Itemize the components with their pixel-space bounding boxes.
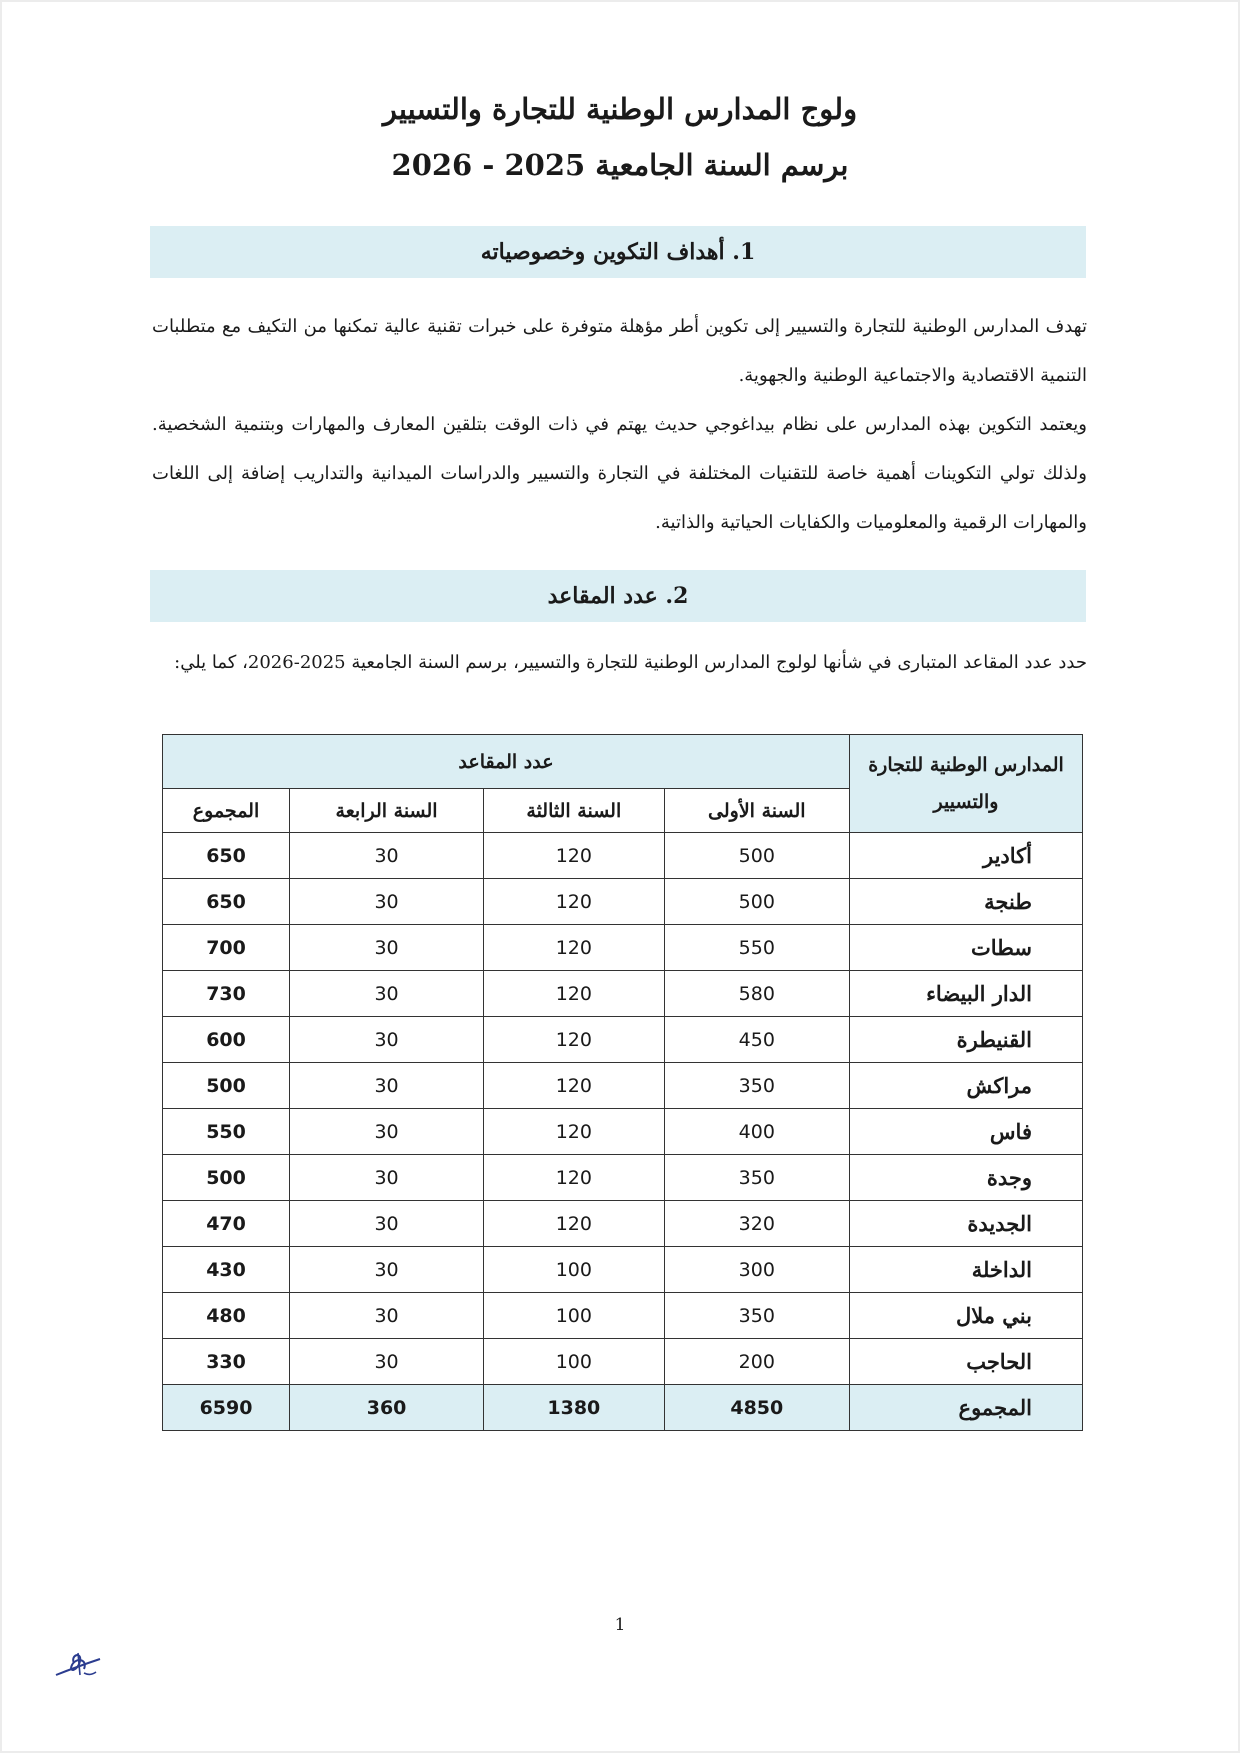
year-3-seats: 120 [484, 971, 665, 1017]
school-name: الحاجب [850, 1339, 1083, 1385]
school-name: سطات [850, 925, 1083, 971]
column-header-year-3: السنة الثالثة [484, 789, 665, 833]
table-row [163, 1247, 1083, 1293]
table-row [163, 1017, 1083, 1063]
year-3-seats: 100 [484, 1293, 665, 1339]
sum-year-1: 4850 [664, 1385, 849, 1431]
section-1-heading: 1. أهداف التكوين وخصوصياته [150, 226, 1086, 278]
year-1-seats: 350 [664, 1293, 849, 1339]
row-total: 430 [163, 1247, 290, 1293]
year-4-seats: 30 [290, 1293, 484, 1339]
column-header-year-1: السنة الأولى [664, 789, 849, 833]
sum-label: المجموع [850, 1385, 1083, 1431]
document-title-line-1: ولوج المدارس الوطنية للتجارة والتسيير [382, 92, 858, 126]
section-2-heading: 2. عدد المقاعد [150, 570, 1086, 622]
page-number: 1 [614, 1615, 626, 1635]
school-name: مراكش [850, 1063, 1083, 1109]
table-row [163, 1339, 1083, 1385]
school-name: فاس [850, 1109, 1083, 1155]
row-total: 480 [163, 1293, 290, 1339]
column-header-total: المجموع [163, 789, 290, 833]
table-row [163, 925, 1083, 971]
year-3-seats: 100 [484, 1339, 665, 1385]
year-3-seats: 120 [484, 879, 665, 925]
school-column-header: المدارس الوطنية للتجارة والتسيير [850, 735, 1083, 833]
row-total: 600 [163, 1017, 290, 1063]
school-name: أكادير [850, 833, 1083, 879]
year-4-seats: 30 [290, 879, 484, 925]
year-1-seats: 300 [664, 1247, 849, 1293]
year-4-seats: 30 [290, 1155, 484, 1201]
school-name: طنجة [850, 879, 1083, 925]
year-1-seats: 350 [664, 1063, 849, 1109]
row-total: 650 [163, 833, 290, 879]
table-row [163, 879, 1083, 925]
handwritten-initials-mark [54, 1645, 104, 1685]
school-name: الداخلة [850, 1247, 1083, 1293]
school-name: الدار البيضاء [850, 971, 1083, 1017]
sum-year-4: 360 [290, 1385, 484, 1431]
title-block-2 [150, 148, 1090, 183]
year-3-seats: 120 [484, 1155, 665, 1201]
year-1-seats: 450 [664, 1017, 849, 1063]
school-name: وجدة [850, 1155, 1083, 1201]
year-4-seats: 30 [290, 833, 484, 879]
year-1-seats: 320 [664, 1201, 849, 1247]
row-total: 730 [163, 971, 290, 1017]
year-4-seats: 30 [290, 1201, 484, 1247]
row-total: 500 [163, 1155, 290, 1201]
grand-total: 6590 [163, 1385, 290, 1431]
sum-year-3: 1380 [484, 1385, 665, 1431]
section-1-paragraph-2: ويعتمد التكوين بهذه المدارس على نظام بيداغوجي حديث يهتم في ذات الوقت بتلقين المعارف والمهارات وبتنمية الشخصية. ولذلك تولي التكوينات أهمية خاصة للتقنيات المختلفة في التجارة والتسيير والدراسات الميدانية والتداريب إضافة إلى اللغات والمهارات الرقمية والمعلوميات والكفايات الحياتية والذاتية. [152, 414, 1087, 533]
row-total: 550 [163, 1109, 290, 1155]
section-1-paragraph-1: تهدف المدارس الوطنية للتجارة والتسيير إلى تكوين أطر مؤهلة متوفرة على خبرات تقنية عالية تمكنها من التكيف مع متطلبات التنمية الاقتصادية والاجتماعية الوطنية والجهوية. [152, 316, 1087, 386]
row-total: 500 [163, 1063, 290, 1109]
year-4-seats: 30 [290, 925, 484, 971]
sum-row [163, 1385, 1083, 1431]
table-row [163, 1201, 1083, 1247]
table-row [163, 833, 1083, 879]
row-total: 330 [163, 1339, 290, 1385]
section-2-paragraph: حدد عدد المقاعد المتبارى في شأنها لولوج المدارس الوطنية للتجارة والتسيير، برسم السنة الجامعية 2025-2026، كما يلي: [174, 652, 1087, 673]
seats-group-header: عدد المقاعد [163, 735, 850, 789]
seats-table [162, 734, 1083, 1431]
year-4-seats: 30 [290, 971, 484, 1017]
school-name: الجديدة [850, 1201, 1083, 1247]
year-1-seats: 580 [664, 971, 849, 1017]
year-4-seats: 30 [290, 1063, 484, 1109]
year-3-seats: 120 [484, 1063, 665, 1109]
year-1-seats: 500 [664, 879, 849, 925]
document-title-line-2: برسم السنة الجامعية 2025 - 2026 [391, 148, 849, 182]
year-1-seats: 550 [664, 925, 849, 971]
year-3-seats: 120 [484, 925, 665, 971]
year-1-seats: 500 [664, 833, 849, 879]
year-1-seats: 400 [664, 1109, 849, 1155]
school-name: بني ملال [850, 1293, 1083, 1339]
year-1-seats: 200 [664, 1339, 849, 1385]
table-row [163, 1109, 1083, 1155]
year-3-seats: 120 [484, 1201, 665, 1247]
year-4-seats: 30 [290, 1017, 484, 1063]
year-1-seats: 350 [664, 1155, 849, 1201]
row-total: 470 [163, 1201, 290, 1247]
year-4-seats: 30 [290, 1339, 484, 1385]
table-row [163, 971, 1083, 1017]
year-3-seats: 120 [484, 1109, 665, 1155]
year-3-seats: 120 [484, 833, 665, 879]
column-header-year-4: السنة الرابعة [290, 789, 484, 833]
table-row [163, 1155, 1083, 1201]
year-3-seats: 120 [484, 1017, 665, 1063]
school-name: القنيطرة [850, 1017, 1083, 1063]
row-total: 650 [163, 879, 290, 925]
year-4-seats: 30 [290, 1109, 484, 1155]
year-3-seats: 100 [484, 1247, 665, 1293]
row-total: 700 [163, 925, 290, 971]
table-row [163, 1063, 1083, 1109]
year-4-seats: 30 [290, 1247, 484, 1293]
table-row [163, 1293, 1083, 1339]
title-block [150, 92, 1090, 127]
